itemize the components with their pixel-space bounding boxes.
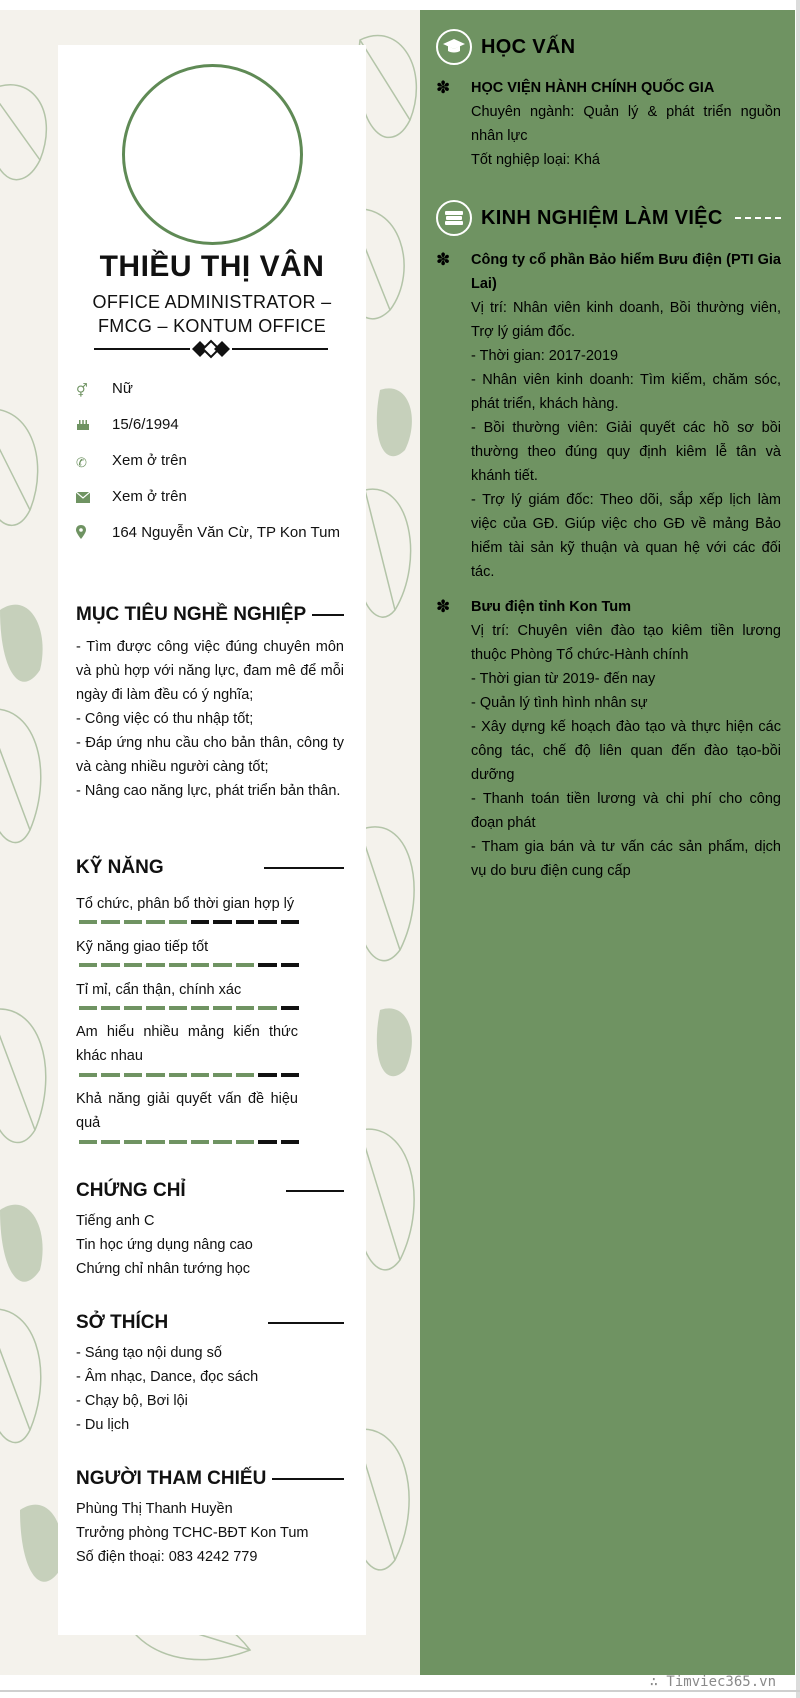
experience-entry (436, 595, 781, 883)
experience-detail: - Thời gian từ 2019- đến nay (471, 671, 656, 687)
skill-bar-segment (79, 1073, 97, 1077)
objective-heading-line (312, 614, 344, 616)
objective-line: - Tìm được công việc đúng chuyên môn và phù hợp với năng lực, đam mê để mỗi ngày đi làm đều có ý nghĩa; (76, 639, 344, 703)
graduation-cap-icon (436, 29, 472, 65)
skill-name: Kỹ năng giao tiếp tốt (76, 939, 209, 955)
experience-detail: Vị trí: Chuyên viên đào tạo kiêm tiền lương thuộc Phòng Tổ chức-Hành chính (471, 623, 781, 663)
contact-email-value: Xem ở trên (112, 488, 187, 505)
skill-bar-segment (236, 1006, 254, 1010)
experience-detail: - Quản lý tình hình nhân sự (471, 695, 648, 711)
objective-line: - Nâng cao năng lực, phát triển bản thân. (76, 783, 341, 799)
experience-detail: Vị trí: Nhân viên kinh doanh, Bồi thường viên, Trợ lý giám đốc. (471, 300, 781, 340)
map-marker-icon (76, 521, 112, 547)
certificates-heading-line (286, 1190, 344, 1192)
hobby-item: - Du lịch (76, 1417, 130, 1433)
experience-detail: - Thanh toán tiền lương và chi phí cho công đoạn phát (471, 791, 781, 831)
name-divider (94, 337, 328, 361)
certificates-heading (76, 1180, 344, 1202)
avatar (122, 64, 303, 245)
certificates-list (76, 1209, 344, 1281)
objective-heading (76, 604, 344, 626)
skill-bar-segment (191, 1140, 209, 1144)
experience-detail: - Thời gian: 2017-2019 (471, 348, 619, 364)
skill-bar-segment (236, 920, 254, 924)
reference-item: Phùng Thị Thanh Huyền (76, 1501, 233, 1517)
school-name: HỌC VIỆN HÀNH CHÍNH QUỐC GIA (471, 80, 715, 96)
skill-name: Khả năng giải quyết vấn đề hiệu quả (76, 1091, 298, 1131)
hobby-item: - Âm nhạc, Dance, đọc sách (76, 1369, 259, 1385)
skill-bar-segment (146, 1006, 164, 1010)
skill-bar-segment (258, 1073, 276, 1077)
experience-heading-text: KINH NGHIỆM LÀM VIỆC (481, 206, 723, 229)
skill-bar-segment (281, 920, 299, 924)
skills-heading-text: KỸ NĂNG (76, 857, 164, 878)
skill-bar-segment (213, 1006, 231, 1010)
certificates-heading-text: CHỨNG CHỈ (76, 1180, 186, 1201)
skill-bar-segment (213, 1073, 231, 1077)
watermark: ∴ Timviec365.vn (649, 1674, 776, 1690)
skill-bar-segment (258, 1006, 276, 1010)
experience-entry-body (471, 248, 781, 584)
skills-heading-line (264, 867, 344, 869)
skill-bar-segment (124, 1140, 142, 1144)
skill-bar-segment (169, 1140, 187, 1144)
skill-bar-segment (191, 920, 209, 924)
skill-name: Tỉ mỉ, cẩn thận, chính xác (76, 982, 242, 998)
contact-gender (76, 377, 346, 403)
education-heading (436, 29, 781, 65)
skill-bar-segment (101, 920, 119, 924)
company-name: Bưu điện tỉnh Kon Tum (471, 599, 632, 615)
objective-line: - Đáp ứng nhu cầu cho bản thân, công ty và càng nhiều người càng tốt; (76, 735, 344, 775)
hobby-item: - Sáng tạo nội dung số (76, 1345, 222, 1361)
skill-bar-segment (169, 1006, 187, 1010)
objective-line: - Công việc có thu nhập tốt; (76, 711, 254, 727)
flower-bullet-icon: ✽ (436, 597, 451, 616)
references-heading-text: NGƯỜI THAM CHIẾU (76, 1468, 267, 1489)
skill-bar-segment (258, 920, 276, 924)
contact-gender-value: Nữ (112, 380, 133, 397)
objective-text (76, 635, 344, 803)
skill-name: Am hiểu nhiều mảng kiến thức khác nhau (76, 1024, 298, 1064)
contact-birthday (76, 413, 346, 439)
references-heading-line (272, 1478, 344, 1480)
experience-detail: - Bồi thường viên: Giải quyết các hồ sơ bồi thường theo đúng quy định kiêm lễ tân và khánh tiết. (471, 420, 781, 484)
skill-bar-segment (281, 1140, 299, 1144)
company-name: Công ty cổ phần Bảo hiểm Bưu điện (PTI Gia Lai) (471, 252, 781, 292)
contact-address-value: 164 Nguyễn Văn Cừ, TP Kon Tum (112, 524, 340, 541)
skill-bar-segment (79, 1006, 97, 1010)
skill-bar-segment (79, 1140, 97, 1144)
skill-bar-segment (101, 1073, 119, 1077)
skill-bar-segment (191, 1006, 209, 1010)
skill-bar (79, 963, 299, 967)
job-title: OFFICE ADMINISTRATOR – FMCG – KONTUM OFFICE (92, 292, 332, 336)
skill-bar-segment (169, 963, 187, 967)
skill-bar (79, 1140, 299, 1144)
certificate-item: Tiếng anh C (76, 1213, 155, 1229)
skill-bar-segment (236, 1140, 254, 1144)
skill-bar-segment (124, 963, 142, 967)
experience-heading (436, 200, 781, 236)
hobbies-heading-text: SỞ THÍCH (76, 1312, 169, 1333)
skill-bar-segment (124, 1073, 142, 1077)
objective-heading-text: MỤC TIÊU NGHỀ NGHIỆP (76, 604, 307, 625)
skill-bar-segment (169, 920, 187, 924)
page-edge (796, 0, 800, 1698)
education-heading-text: HỌC VẤN (481, 35, 576, 58)
skill-bar (79, 1073, 299, 1077)
flower-bullet-icon: ✽ (436, 250, 451, 269)
skills-heading (76, 857, 344, 879)
certificate-item: Chứng chỉ nhân tướng học (76, 1261, 251, 1277)
skill-bar-segment (236, 963, 254, 967)
skill-bar-segment (213, 920, 231, 924)
skill-bar-segment (124, 920, 142, 924)
skill-bar-segment (213, 963, 231, 967)
contact-phone (76, 449, 346, 475)
contact-email (76, 485, 346, 511)
flower-bullet-icon: ✽ (436, 78, 451, 97)
skill-bar (79, 920, 299, 924)
education-detail: Chuyên ngành: Quản lý & phát triển nguồn nhân lực (471, 104, 781, 144)
skill-bar-segment (101, 1140, 119, 1144)
skill-bar-segment (213, 1140, 231, 1144)
experience-entry-body (471, 595, 781, 883)
skill-bar-segment (281, 1073, 299, 1077)
hobbies-heading (76, 1312, 344, 1334)
certificate-item: Tin học ứng dụng nâng cao (76, 1237, 253, 1253)
contact-birthday-value: 15/6/1994 (112, 416, 179, 433)
gender-icon: ⚥ (76, 383, 88, 398)
experience-detail: - Nhân viên kinh doanh: Tìm kiếm, chăm sóc, phát triển, khách hàng. (471, 372, 781, 412)
hobby-item: - Chạy bộ, Bơi lội (76, 1393, 188, 1409)
candidate-name: THIỀU THỊ VÂN (99, 250, 325, 283)
hobbies-heading-line (268, 1322, 344, 1324)
hobbies-list (76, 1341, 344, 1437)
skill-bar-segment (169, 1073, 187, 1077)
skill-bar-segment (101, 963, 119, 967)
skill-bar-segment (191, 963, 209, 967)
reference-item: Trưởng phòng TCHC-BĐT Kon Tum (76, 1525, 309, 1541)
birthday-cake-icon (76, 413, 112, 439)
skill-bar-segment (124, 1006, 142, 1010)
skill-bar-segment (79, 920, 97, 924)
education-entry-body (471, 76, 781, 172)
skill-bar-segment (146, 1140, 164, 1144)
education-detail: Tốt nghiệp loại: Khá (471, 152, 600, 168)
skill-bar-segment (281, 963, 299, 967)
skill-bar-segment (79, 963, 97, 967)
skill-bar-segment (258, 1140, 276, 1144)
education-entry (436, 76, 781, 172)
experience-detail: - Xây dựng kế hoạch đào tạo và thực hiện các công tác, chế độ liên quan đến đào tạo-bồi dưỡng (471, 719, 781, 783)
references-list (76, 1497, 344, 1569)
envelope-icon (76, 485, 112, 511)
skill-bar-segment (101, 1006, 119, 1010)
experience-entry (436, 248, 781, 584)
skill-bar (79, 1006, 299, 1010)
contact-phone-value: Xem ở trên (112, 452, 187, 469)
watermark-text: Timviec365.vn (666, 1674, 776, 1690)
skill-bar-segment (258, 963, 276, 967)
experience-detail: - Trợ lý giám đốc: Theo dõi, sắp xếp lịch làm việc của GĐ. Giúp việc cho GĐ về mảng Bảo hiểm tài sản kỹ thuận và quan hệ với các đối tác. (471, 492, 781, 580)
skill-bar-segment (146, 1073, 164, 1077)
contact-address (76, 521, 346, 547)
skill-bar-segment (191, 1073, 209, 1077)
page-bottom-rule (0, 1690, 800, 1692)
skill-bar-segment (146, 963, 164, 967)
skill-bar-segment (146, 920, 164, 924)
skill-name: Tổ chức, phân bổ thời gian hợp lý (76, 896, 295, 912)
references-heading (76, 1468, 344, 1490)
book-stack-icon (436, 200, 472, 236)
skill-bar-segment (236, 1073, 254, 1077)
skill-bar-segment (281, 1006, 299, 1010)
experience-heading-dash (735, 217, 781, 219)
experience-detail: - Tham gia bán và tư vấn các sản phẩm, dịch vụ do bưu điện cung cấp (471, 839, 781, 879)
phone-icon: ✆ (76, 455, 87, 470)
reference-item: Số điện thoại: 083 4242 779 (76, 1549, 258, 1565)
